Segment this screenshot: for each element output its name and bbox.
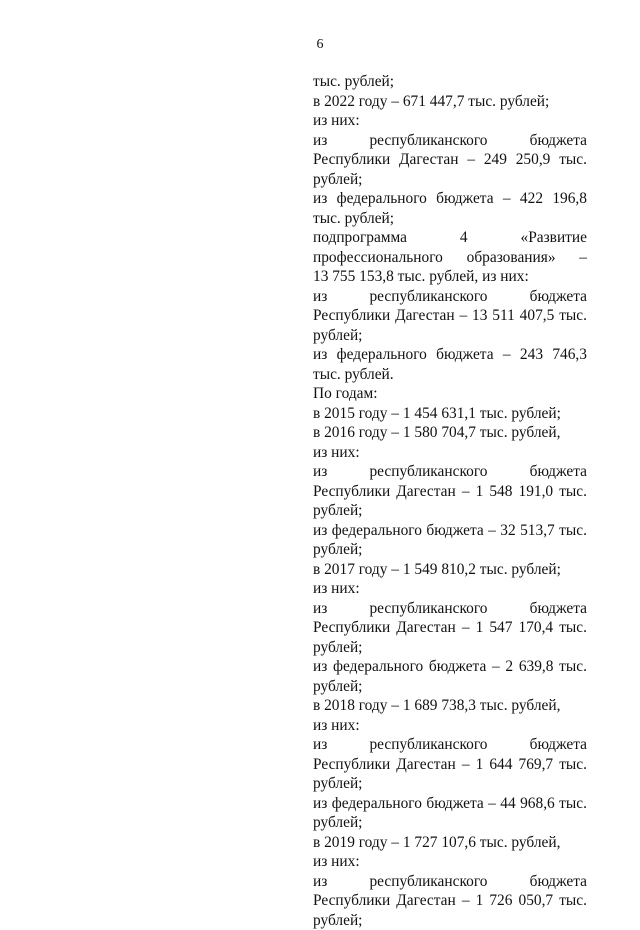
text-line: По годам: xyxy=(313,384,587,404)
text-line: в 2022 году – 671 447,7 тыс. рублей; xyxy=(313,92,587,112)
text-word: из xyxy=(313,521,327,541)
text-word: – xyxy=(488,521,496,541)
text-word: 243 xyxy=(520,345,543,365)
text-word: 1 xyxy=(476,482,484,502)
text-word: Республики xyxy=(313,306,390,326)
text-word: Дагестан xyxy=(395,306,454,326)
text-line: из них: xyxy=(313,579,587,599)
text-word: 249 xyxy=(484,150,507,170)
text-word: 746,3 xyxy=(552,345,587,365)
text-word: бюджета xyxy=(530,735,587,755)
text-word: – xyxy=(467,150,475,170)
text-word: из xyxy=(313,189,327,209)
text-word: – xyxy=(462,482,470,502)
text-word: из xyxy=(313,345,327,365)
text-line: из них: xyxy=(313,111,587,131)
text-word: республиканского xyxy=(369,462,487,482)
text-word: Республики xyxy=(313,150,390,170)
text-line: рублей; xyxy=(313,774,587,794)
text-word: федерального xyxy=(337,189,427,209)
text-word: из xyxy=(313,462,327,482)
text-word: – xyxy=(488,794,496,814)
text-line: рублей; xyxy=(313,813,587,833)
text-word: федерального xyxy=(332,521,422,541)
text-word: Республики xyxy=(313,618,390,638)
text-word: «Развитие xyxy=(521,228,587,248)
text-word: тыс. xyxy=(559,891,587,911)
text-word: 968,6 xyxy=(520,794,555,814)
text-word: 769,7 xyxy=(519,755,554,775)
text-word: 726 xyxy=(489,891,512,911)
text-line: рублей; xyxy=(313,501,587,521)
text-word: республиканского xyxy=(369,287,487,307)
text-word: тыс. xyxy=(559,150,587,170)
text-word: из xyxy=(313,657,327,677)
text-word: Дагестан xyxy=(396,891,455,911)
text-line: из них: xyxy=(313,852,587,872)
text-word: 513,7 xyxy=(520,521,555,541)
text-line xyxy=(313,287,587,307)
text-line: в 2017 году – 1 549 810,2 тыс. рублей; xyxy=(313,560,587,580)
text-word: Дагестан xyxy=(396,755,455,775)
text-word: из xyxy=(313,794,327,814)
text-word: Республики xyxy=(313,482,390,502)
text-line: рублей; xyxy=(313,638,587,658)
text-word: – xyxy=(462,618,470,638)
text-line: в 2019 году – 1 727 107,6 тыс. рублей, xyxy=(313,833,587,853)
text-line xyxy=(313,131,587,151)
text-line xyxy=(313,735,587,755)
text-line: в 2018 году – 1 689 738,3 тыс. рублей, xyxy=(313,696,587,716)
text-word: из xyxy=(313,872,327,892)
text-word: тыс. xyxy=(559,657,587,677)
document-body-text xyxy=(313,72,587,930)
text-word: бюджета xyxy=(436,189,493,209)
text-word: Дагестан xyxy=(396,482,455,502)
text-word: республиканского xyxy=(369,872,487,892)
text-word: бюджета xyxy=(530,287,587,307)
text-line xyxy=(313,618,587,638)
text-word: республиканского xyxy=(369,599,487,619)
text-word: республиканского xyxy=(369,131,487,151)
text-word: республиканского xyxy=(369,735,487,755)
text-word: 547 xyxy=(489,618,512,638)
text-word: 2 xyxy=(505,657,513,677)
text-line: 13 755 153,8 тыс. рублей, из них: xyxy=(313,267,587,287)
text-word: тыс. xyxy=(559,755,587,775)
text-line: рублей; xyxy=(313,540,587,560)
text-line: тыс. рублей. xyxy=(313,365,587,385)
text-line xyxy=(313,189,587,209)
text-word: бюджета xyxy=(426,521,483,541)
text-word: 196,8 xyxy=(552,189,587,209)
text-line: рублей; xyxy=(313,326,587,346)
text-word: бюджета xyxy=(530,599,587,619)
page-number: 6 xyxy=(0,36,640,54)
text-line xyxy=(313,794,587,814)
text-word: тыс. xyxy=(559,306,587,326)
text-word: подпрограмма xyxy=(313,228,407,248)
text-line: из них: xyxy=(313,716,587,736)
text-line: в 2015 году – 1 454 631,1 тыс. рублей; xyxy=(313,404,587,424)
text-line: из них: xyxy=(313,443,587,463)
text-word: тыс. xyxy=(559,794,587,814)
text-line xyxy=(313,657,587,677)
text-line: рублей; xyxy=(313,170,587,190)
text-word: – xyxy=(492,657,500,677)
text-word: бюджета xyxy=(429,657,486,677)
text-line: тыс. рублей; xyxy=(313,72,587,92)
text-word: 13 xyxy=(472,306,487,326)
text-word: федерального xyxy=(332,794,422,814)
text-line: рублей; xyxy=(313,677,587,697)
text-line: рублей; xyxy=(313,911,587,930)
text-word: 191,0 xyxy=(519,482,554,502)
text-word: бюджета xyxy=(530,872,587,892)
text-word: 639,8 xyxy=(519,657,554,677)
text-word: образования» xyxy=(467,248,556,268)
text-word: 050,7 xyxy=(519,891,554,911)
text-word: 1 xyxy=(476,891,484,911)
text-word: федерального xyxy=(333,657,423,677)
text-line xyxy=(313,872,587,892)
text-word: федерального xyxy=(337,345,427,365)
text-word: – xyxy=(503,345,511,365)
text-word: 4 xyxy=(460,228,468,248)
text-word: – xyxy=(459,306,467,326)
text-word: 250,9 xyxy=(516,150,551,170)
text-word: тыс. xyxy=(559,618,587,638)
text-line xyxy=(313,482,587,502)
text-word: из xyxy=(313,735,327,755)
text-line xyxy=(313,599,587,619)
text-word: Республики xyxy=(313,891,390,911)
text-word: – xyxy=(579,248,587,268)
text-line xyxy=(313,228,587,248)
text-word: – xyxy=(462,891,470,911)
text-word: 511 xyxy=(492,306,515,326)
text-line xyxy=(313,891,587,911)
text-word: из xyxy=(313,131,327,151)
text-line: в 2016 году – 1 580 704,7 тыс. рублей, xyxy=(313,423,587,443)
text-word: Дагестан xyxy=(396,618,455,638)
text-word: – xyxy=(462,755,470,775)
text-word: бюджета xyxy=(530,131,587,151)
text-line xyxy=(313,521,587,541)
text-line xyxy=(313,462,587,482)
text-line: тыс. рублей; xyxy=(313,209,587,229)
text-line xyxy=(313,150,587,170)
text-word: 170,4 xyxy=(519,618,554,638)
text-word: 548 xyxy=(489,482,512,502)
text-word: 644 xyxy=(489,755,512,775)
text-word: бюджета xyxy=(426,794,483,814)
text-word: 44 xyxy=(500,794,515,814)
text-word: 407,5 xyxy=(520,306,555,326)
text-line xyxy=(313,755,587,775)
text-word: 32 xyxy=(500,521,515,541)
text-word: 1 xyxy=(476,755,484,775)
text-word: 1 xyxy=(476,618,484,638)
text-word: бюджета xyxy=(530,462,587,482)
text-word: тыс. xyxy=(559,482,587,502)
text-word: профессионального xyxy=(313,248,443,268)
text-word: бюджета xyxy=(436,345,493,365)
text-word: – xyxy=(503,189,511,209)
text-word: Республики xyxy=(313,755,390,775)
text-word: Дагестан xyxy=(399,150,458,170)
text-word: 422 xyxy=(520,189,543,209)
text-word: из xyxy=(313,287,327,307)
text-line xyxy=(313,306,587,326)
text-line xyxy=(313,345,587,365)
text-word: из xyxy=(313,599,327,619)
text-line xyxy=(313,248,587,268)
text-word: тыс. xyxy=(559,521,587,541)
